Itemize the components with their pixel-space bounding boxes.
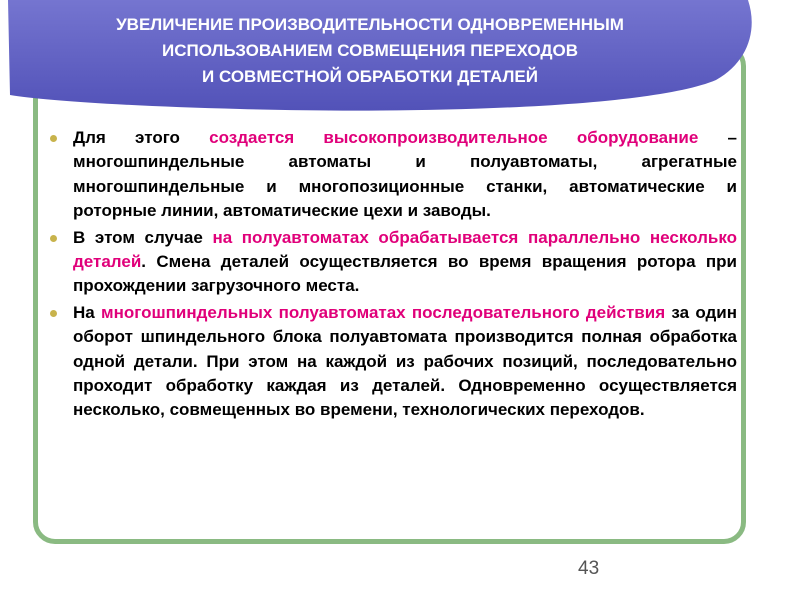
title-line-3: И СОВМЕСТНОЙ ОБРАБОТКИ ДЕТАЛЕЙ (202, 67, 538, 86)
title-line-2: ИСПОЛЬЗОВАНИЕМ СОВМЕЩЕНИЯ ПЕРЕХОДОВ (161, 41, 578, 60)
slide-title (10, 12, 730, 90)
bullet-list (50, 126, 737, 425)
bullet-text: Для этого (73, 128, 210, 147)
bullet-highlight: многошпиндельных полуавтоматах последовательного действия (101, 302, 666, 322)
bullet-dot-icon (50, 310, 57, 317)
page-number: 43 (578, 558, 600, 579)
bullet-text: На (73, 302, 101, 322)
bullet-text: В этом случае (73, 227, 213, 247)
bullet-highlight: на полуавтоматах обрабатывается параллельно несколько деталей (73, 227, 738, 272)
bullet-text: за один оборот шпиндельного блока полуавтомата производится полная обработка одной детали. При этом на каждой из рабочих позиций, последовательно проходит обработку каждая из деталей. Одновременно осуществляется несколько, совмещенных во времени, технологических переходов. (73, 302, 737, 420)
bullet-dot-icon (50, 135, 57, 142)
bullet-dot-icon (50, 235, 57, 242)
bullet-highlight: создается высокопроизводительное оборудование (209, 128, 699, 147)
bullet-item (50, 226, 737, 299)
bullet-item (50, 126, 737, 224)
bullet-text: . Смена деталей осуществляется во время вращения ротора при прохождении загрузочного места. (73, 252, 737, 296)
title-line-1: УВЕЛИЧЕНИЕ ПРОИЗВОДИТЕЛЬНОСТИ ОДНОВРЕМЕННЫМ (116, 15, 624, 34)
bullet-item (50, 301, 737, 423)
bullet-text: – многошпиндельные автоматы и полуавтоматы, агрегатные многошпиндельные и многопозиционные станки, автоматические и роторные линии, автоматические цехи и заводы. (73, 128, 737, 221)
